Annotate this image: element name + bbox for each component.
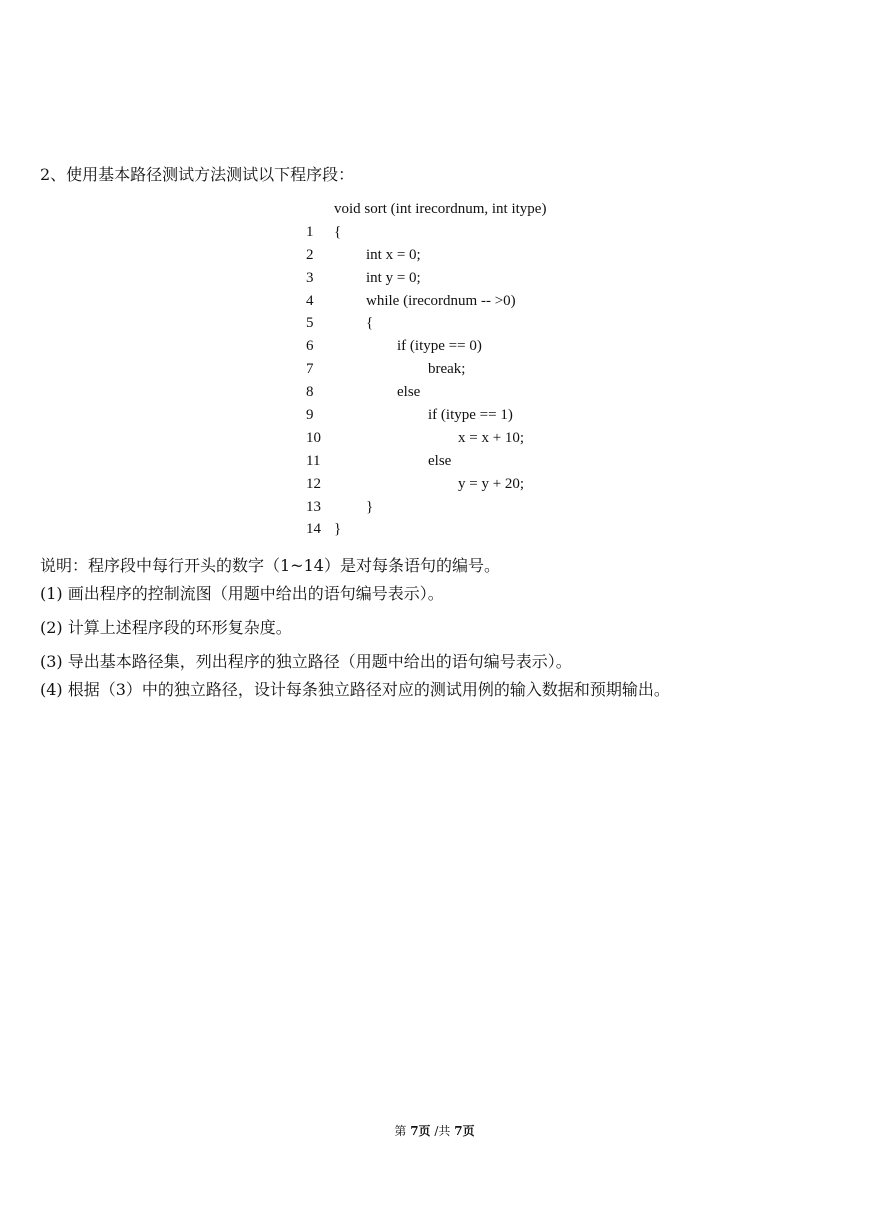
- code-line: [300, 381, 660, 404]
- code-text: y = y + 20;: [458, 475, 525, 492]
- code-signature: void sort (int irecordnum, int itype): [334, 201, 547, 217]
- explanation-text: 说明：程序段中每行开头的数字（1~14）是对每条语句的编号。: [40, 556, 500, 575]
- footer-current-page: 7页: [410, 1124, 431, 1138]
- code-header-line: [300, 198, 660, 221]
- line-number: 6: [306, 338, 314, 355]
- footer-total-pages: 7页: [454, 1124, 475, 1138]
- code-line: [300, 244, 660, 267]
- line-number: 9: [306, 407, 314, 424]
- sub-question-3: (3) 导出基本路径集，列出程序的独立路径（用题中给出的语句编号表示）。: [40, 652, 572, 671]
- line-number: 4: [306, 292, 314, 309]
- footer-separator: /共: [434, 1124, 451, 1138]
- code-text: }: [334, 521, 342, 538]
- code-line: [300, 404, 660, 427]
- code-line: [300, 290, 660, 313]
- line-number: 2: [306, 246, 314, 263]
- code-line: [300, 496, 660, 519]
- code-text: else: [397, 384, 421, 401]
- code-line: [300, 518, 660, 541]
- line-number: 1: [306, 223, 314, 240]
- line-number: 14: [306, 521, 321, 538]
- code-line: [300, 312, 660, 335]
- sub-question-1: (1) 画出程序的控制流图（用题中给出的语句编号表示）。: [40, 584, 444, 603]
- page-footer: [0, 1122, 869, 1140]
- code-line: [300, 267, 660, 290]
- code-text: int y = 0;: [366, 269, 421, 286]
- line-number: 7: [306, 361, 314, 378]
- code-line: [300, 335, 660, 358]
- sub-question-4: (4) 根据（3）中的独立路径，设计每条独立路径对应的测试用例的输入数据和预期输出。: [40, 680, 670, 699]
- code-line: [300, 473, 660, 496]
- code-text: int x = 0;: [366, 246, 421, 263]
- line-number: 12: [306, 475, 321, 492]
- code-line: [300, 427, 660, 450]
- line-number: 10: [306, 429, 321, 446]
- question-notes: [40, 555, 670, 701]
- code-text: break;: [428, 361, 466, 378]
- code-text: {: [366, 315, 374, 332]
- code-text: if (itype == 0): [397, 338, 482, 355]
- line-number: 5: [306, 315, 314, 332]
- line-number: 3: [306, 269, 314, 286]
- code-line: [300, 358, 660, 381]
- code-text: else: [428, 452, 452, 469]
- code-line: [300, 450, 660, 473]
- code-text: {: [334, 223, 342, 240]
- question-title: 2、使用基本路径测试方法测试以下程序段：: [40, 165, 355, 184]
- code-text: x = x + 10;: [458, 429, 525, 446]
- code-listing: [300, 198, 660, 541]
- code-line: [300, 221, 660, 244]
- code-text: while (irecordnum -- >0): [366, 292, 516, 309]
- line-number: 11: [306, 452, 321, 469]
- line-number: 13: [306, 498, 321, 515]
- line-number: 8: [306, 384, 314, 401]
- sub-question-2: (2) 计算上述程序段的环形复杂度。: [40, 618, 292, 637]
- code-text: if (itype == 1): [428, 407, 513, 424]
- footer-prefix: 第: [394, 1124, 407, 1138]
- code-text: }: [366, 498, 374, 515]
